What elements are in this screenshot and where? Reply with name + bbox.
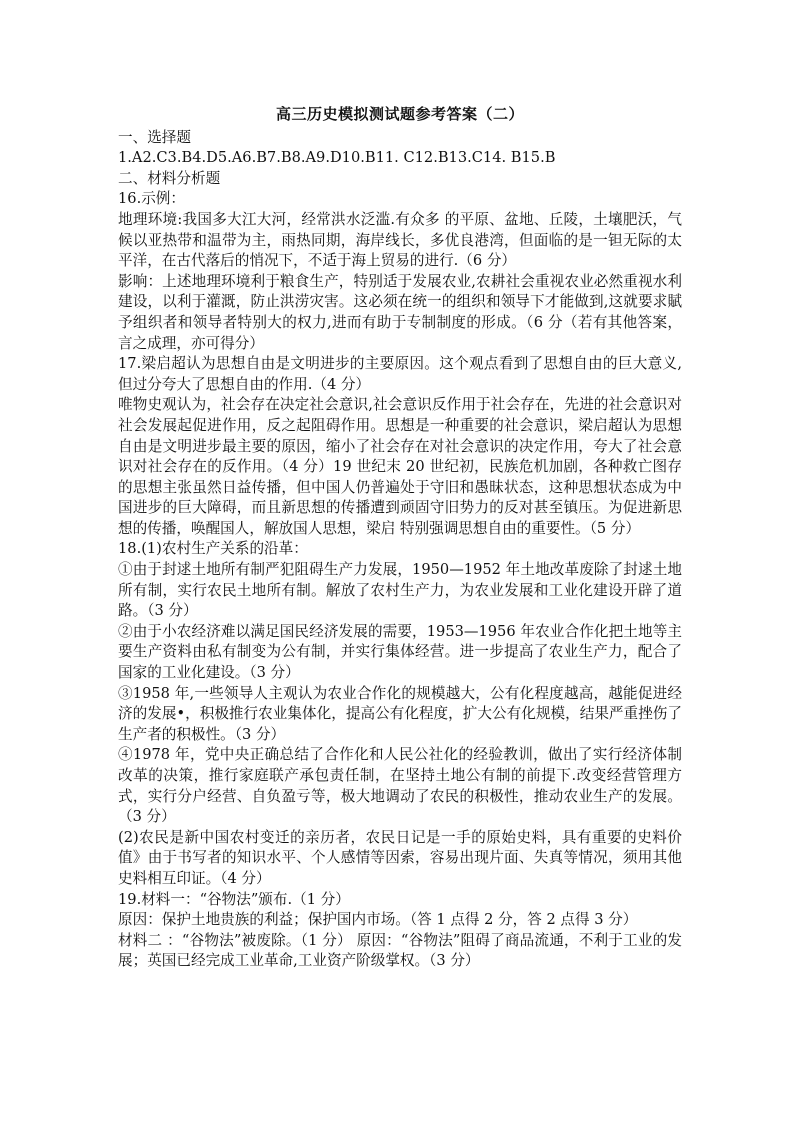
q18-part-2: (2)农民是新中国农村变迁的亲历者，农民日记是一手的原始史料，具有重要的史料价值》由于书写者的知识水平、个人感情等因索，容易出现片面、失真等情况，须用其他史料相互印证。（4 分）: [118, 828, 682, 887]
q16-label: 16.示例：: [118, 190, 185, 208]
section-heading-material: 二、材料分析题: [118, 169, 221, 187]
q18-item-2: ②由于小农经济难以满足国民经济发展的需要，1953—1956 年农业合作化把土地等主要生产资料由私有制变为公有制，并实行集体经营。进一步提高了农业生产力，配合了国家的工业化建设。（3 分）: [118, 622, 682, 682]
q18-item-4: ④1978 年，党中央正确总结了合作化和人民公社化的经验教训，做出了实行经济体制改革的决策，推行家庭联产承包责任制，在坚持土地公有制的前提下.改变经营管理方式，实行分户经营、自负盈亏等，极大地调动了农民的积极性，推动农业生产的发展。（3 分）: [118, 746, 682, 826]
choice-answers: 1.A2.C3.B4.D5.A6.B7.B8.A9.D10.B11. C12.B13.C14. B15.B: [118, 149, 556, 167]
q16-geography-paragraph: 地理环境:我国多大江大河，经常洪水泛滥.有众多 的平原、盆地、丘陵，土壤肥沃，气候以亚热带和温带为主，雨热同期，海岸线长，多优良港湾，但面临的是一钽无际的太平洋，在古代落后的悄况下，不适于海上贸易的进行.（6 分）: [118, 210, 682, 270]
q17-view-paragraph: 17.梁启超认为思想自由是文明进步的主要原因。这个观点看到了思想自由的巨大意义,但过分夸大了思想自由的作用.（4 分）: [118, 355, 682, 393]
answer-sheet: [118, 104, 682, 972]
page-title: 高三历史模拟测试题参考答案（二）: [275, 105, 524, 123]
q18-item-1: ①由于封逑土地所有制严犯阻碍生产力发展，1950—1952 年土地改革废除了封逑土地所有制，实行农民土地所有制。解放了农村生产力，为农业发展和工业化建设开辟了道路。（3 分）: [118, 561, 682, 620]
q18-label: 18.(1)农村生产关系的沿革：: [118, 540, 308, 558]
q19-material-2: 材料二 ：“谷物法”被废除。（1 分） 原因：“谷物法”阻碍了商品流通，不利于工业的发展；英国已经完成工业革命,工业资产阶级掌权。（3 分）: [118, 931, 682, 970]
q16-influence-paragraph: 影响：上述地理环境利于粮食生产，特别适于发展农业,农耕社会重视农业必然重视水利建设，以利于灌溉，防止洪涝灾害。这必须在统一的组织和领导下才能做到,这就要求賦予组织者和领导者特别大的权力,进而有助于专制制度的形成。（6 分（若有其他答案，言之成理，亦可得分）: [118, 272, 682, 352]
q18-item-3: ③1958 年,一些领导人主观认为农业合作化的规模越大，公有化程度越高，越能促进经济的发展•，积极推行农业集体化，提高公有化程度，扩大公有化规模，结果严重挫伤了生产者的积极性。（3 分）: [118, 684, 682, 743]
q19-material-1: 19.材料一：“谷物法”颁布.（1 分）: [118, 890, 350, 908]
section-heading-choice: 一、选择题: [118, 128, 191, 146]
q19-reason-1: 原因：保护土地贵族的利益；保护国内市场。（答 1 点得 2 分，答 2 点得 3 分）: [118, 911, 638, 929]
q17-analysis-paragraph: 唯物史观认为，社会存在决定社会意识,社会意识反作用于社会存在，先进的社会意识对社会发展起促进作用，反之起阻碍作用。思想是一种重要的社会意识，梁启超认为思想自由是文明进步最主要的原因，缩小了社会存在对社会意识的决定作用，夸大了社会意识对社会存在的反作用。（4 分）19 世纪末 20 世纪初，民族危机加剧，各种救亡图存的思想主张虽然日益传播，但中国人仍普遍处于守旧和愚昧状态，这种思想状态成为中国进步的巨大障碍，而且新思想的传播遭到顽固守旧势力的反对甚至镇压。为促进新思想的传播，唤醒国人，解放国人思想，梁启 特别强调思想自由的重要性。（5 分）: [118, 396, 682, 537]
